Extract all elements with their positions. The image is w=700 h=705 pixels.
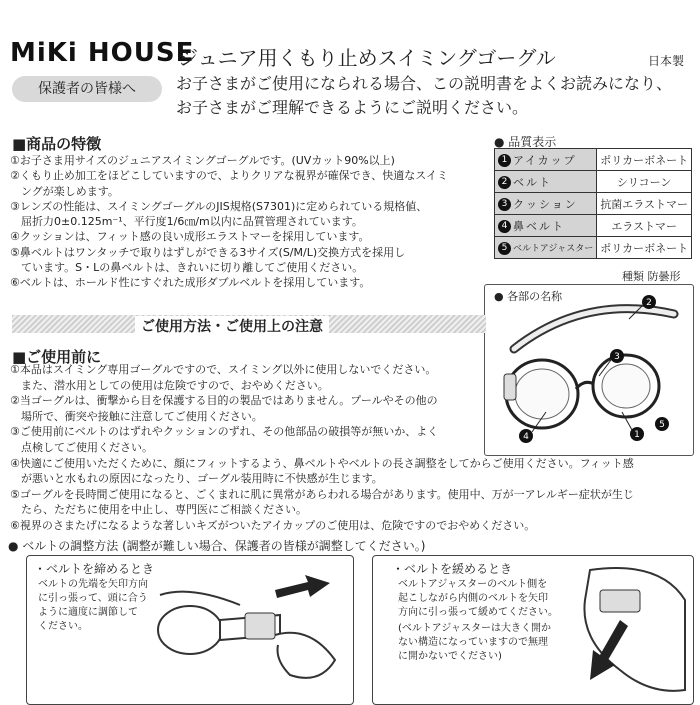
adjuster-shape	[245, 613, 275, 639]
table-row	[495, 193, 692, 215]
table-row	[495, 171, 692, 193]
list-item: ⑥視界のさまたげになるような著しいキズがついたアイカップのご使用は、危険ですのでおやめください。	[10, 518, 536, 532]
list-item: ③ご使用前にベルトのはずれやクッションのずれ、その他部品の破損等が無いか、よく	[10, 425, 439, 439]
spec-label: アイカップ	[513, 153, 577, 167]
strap-shape	[514, 309, 674, 349]
notice-line: お子さまがご使用になられる場合、この説明書をよくお読みになり、	[176, 74, 673, 93]
spec-label: ベルト	[513, 175, 552, 189]
text-line: ベルトアジャスターのベルト側を	[398, 579, 548, 590]
made-in-label: 日本製	[648, 54, 685, 68]
spec-key	[495, 149, 597, 171]
spec-value: ポリカーボネート	[597, 237, 692, 259]
list-item: たら、ただちに使用を中止し、専門医にご相談ください。	[10, 503, 307, 517]
part-number-1: 1	[634, 430, 640, 440]
part-number-2: 2	[646, 298, 652, 308]
list-item: ④クッションは、フィット感の良い成形エラストマーを採用しています。	[10, 230, 370, 244]
list-item: ②くもり止め加工をほどこしていますので、よりクリアな視界が確保でき、快適なスイミ	[10, 169, 448, 183]
list-item: ④快適にご使用いただくために、顔にフィットするよう、鼻ベルトやベルトの長さ調整をしてからご使用ください。フィット感	[10, 456, 634, 470]
spec-value: ポリカーボネート	[597, 149, 692, 171]
text-line: に引っ張って、頭に合う	[38, 593, 148, 604]
document-title: ジュニア用くもり止めスイミングゴーグル	[178, 46, 556, 70]
arrow-right-icon	[275, 575, 330, 598]
notice-line: お子さまがご理解できるようにご説明ください。	[176, 98, 529, 117]
parts-title: ● 各部の名称	[494, 290, 563, 303]
spec-key	[495, 215, 597, 237]
list-item: また、潜水用としての使用は危険ですので、おやめください。	[10, 378, 329, 392]
part-number-4: 4	[523, 432, 529, 442]
list-item: ています。S・Lの鼻ベルトは、きれいに切り離してご使用ください。	[10, 261, 364, 275]
spec-label: 鼻ベルト	[513, 219, 565, 233]
brand-logo: MiKi HOUSE	[10, 38, 195, 68]
spec-key	[495, 193, 597, 215]
text-line: ように適度に調節して	[38, 607, 138, 618]
table-row	[495, 237, 692, 259]
number-badge: 5	[498, 242, 511, 255]
text-line: 方向に引っ張って緩めてください。	[398, 607, 558, 618]
list-item: が悪いと水もれの原因になったり、ゴーグル装用時に不快感が生じます。	[10, 472, 383, 486]
list-item: ングが楽しめます。	[10, 184, 119, 198]
features-list	[10, 153, 488, 291]
part-number-5: 5	[659, 420, 665, 430]
spec-key	[495, 237, 597, 259]
spec-value: シリコーン	[597, 171, 692, 193]
spec-key	[495, 171, 597, 193]
tighten-text	[38, 578, 148, 634]
text-line: ベルトの先端を矢印方向	[38, 579, 148, 590]
table-row	[495, 215, 692, 237]
list-item: ⑥ベルトは、ホールド性にすぐれた成形ダブルベルトを採用しています。	[10, 276, 371, 290]
loosen-title: ・ベルトを緩めるとき	[392, 562, 513, 576]
text-line: ない構造になっていますので無理	[398, 637, 548, 648]
spec-table	[494, 148, 692, 259]
list-item: ②当ゴーグルは、衝撃から目を保護する目的の製品ではありません。プールやその他の	[10, 394, 438, 408]
list-item: 屈折力0±0.125m⁻¹、平行度1/6㎝/m以内に品質管理されています。	[10, 215, 363, 229]
usage-band-title: ご使用方法・ご使用上の注意	[135, 316, 329, 336]
loosen-note	[398, 622, 551, 664]
loosen-illustration	[560, 560, 690, 700]
list-item: ⑤ゴーグルを長時間ご使用になると、ごくまれに肌に異常があらわれる場合があります。使用中、万が一アレルギー症状が生じ	[10, 487, 634, 501]
text-line: 起こしながら内側のベルトを矢印	[398, 593, 548, 604]
number-badge: 4	[498, 220, 511, 233]
number-badge: 3	[498, 198, 511, 211]
number-badge: 2	[498, 176, 511, 189]
notice-text	[176, 72, 696, 120]
tighten-illustration	[150, 565, 350, 700]
list-item: ①お子さま用サイズのジュニアスイミングゴーグルです。(UVカット90%以上)	[10, 154, 395, 167]
adjuster-shape	[600, 590, 640, 612]
text-line: ください。	[38, 621, 88, 632]
text-line: (ベルトアジャスターは大きく開か	[398, 623, 552, 634]
guardian-label: 保護者の皆様へ	[12, 76, 162, 102]
hand-shape	[275, 633, 335, 678]
before-use-heading: ■ご使用前に	[12, 348, 102, 366]
table-row	[495, 149, 692, 171]
spec-label: ベルトアジャスター	[513, 243, 594, 254]
usage-list	[10, 362, 700, 534]
list-item: ③レンズの性能は、スイミングゴーグルのJIS規格(S7301)に定められている規格値、	[10, 199, 428, 213]
tighten-title: ・ベルトを締めるとき	[34, 562, 155, 576]
part-number-3: 3	[614, 352, 620, 362]
spec-value: エラストマー	[597, 215, 692, 237]
spec-title: ● 品質表示	[494, 135, 557, 149]
list-item: ①本品はスイミング専用ゴーグルですので、スイミング以外に使用しないでください。	[10, 363, 437, 376]
loosen-text	[398, 578, 558, 620]
list-item: ⑤鼻ベルトはワンタッチで取りはずしができる3サイズ(S/M/L)交換方式を採用し	[10, 245, 406, 259]
number-badge: 1	[498, 154, 511, 167]
text-line: に開かないでください)	[398, 651, 502, 662]
list-item: 場所で、衝突や接触に注意してご使用ください。	[10, 409, 263, 423]
list-item: 点検してご使用ください。	[10, 440, 153, 454]
kind-label: 種類 防曇形	[622, 270, 681, 283]
spec-label: クッション	[513, 197, 578, 211]
features-heading: ■商品の特徴	[12, 135, 102, 153]
belt-adjust-title: ● ベルトの調整方法 (調整が難しい場合、保護者の皆様が調整してください。)	[8, 539, 426, 553]
spec-value: 抗菌エラストマー	[597, 193, 692, 215]
